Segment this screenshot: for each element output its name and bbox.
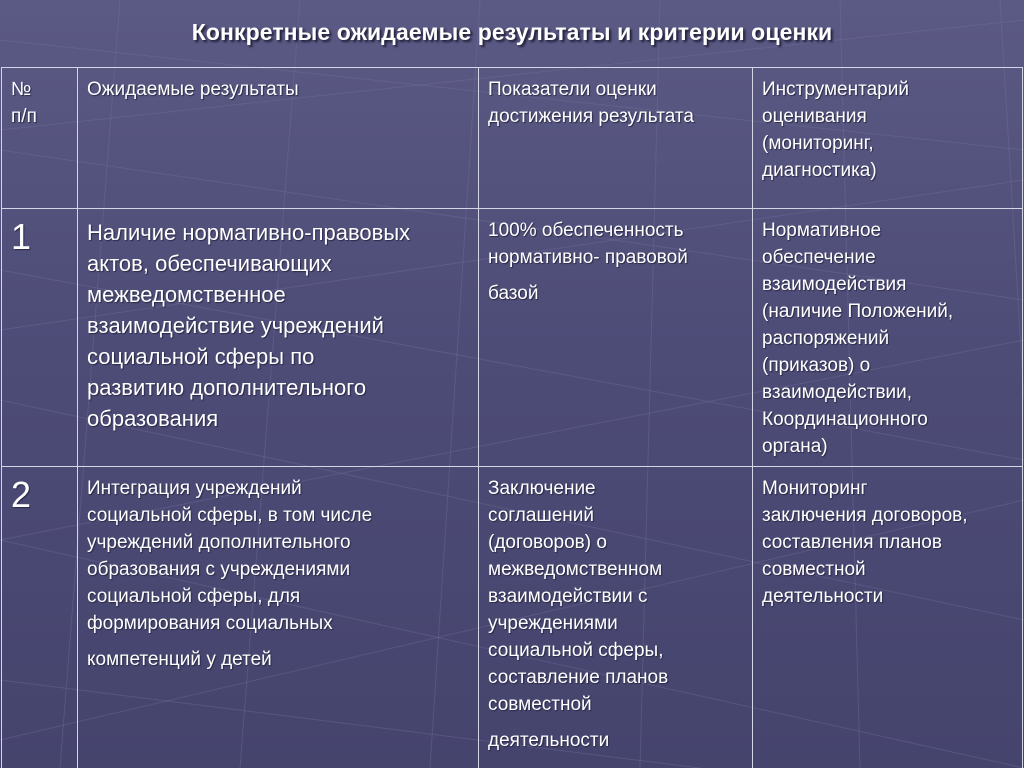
tools-line: заключения договоров, [762, 505, 968, 526]
tools-line: составления планов [762, 532, 942, 553]
header-cell-expected-results [78, 68, 479, 209]
expected-line: образования с учреждениями [87, 559, 351, 580]
indicator-line: нормативно- правовой [488, 247, 688, 268]
expected-line: социальной сферы, для [87, 586, 301, 607]
indicator-line: социальной сферы, [488, 640, 664, 661]
tools-line: взаимодействии, [762, 382, 913, 403]
header-cell-tools [753, 68, 1023, 209]
expected-line: формирования социальных [87, 613, 333, 634]
table-row [2, 209, 1023, 467]
expected-line: взаимодействие учреждений [87, 313, 384, 338]
expected-line: Наличие нормативно-правовых [87, 220, 411, 245]
tools-line: Координационного [762, 409, 928, 430]
slide-title: Конкретные ожидаемые результаты и критерии оценки [191, 19, 833, 45]
header-indicators-line: Показатели оценки [488, 79, 657, 100]
header-number-line: п/п [11, 106, 37, 127]
tools-line: (наличие Положений, [762, 301, 954, 322]
tools-line: совместной [762, 559, 866, 580]
indicator-line: межведомственном [488, 559, 663, 580]
tools-line: деятельности [762, 586, 884, 607]
row-2-tools [753, 467, 1023, 768]
paragraph-gap [87, 637, 470, 646]
indicator-line: совместной [488, 694, 592, 715]
expected-line: учреждений дополнительного [87, 532, 351, 553]
header-expected-line: Ожидаемые результаты [87, 79, 299, 100]
header-tools-line: (мониторинг, [762, 133, 874, 154]
tools-line: Мониторинг [762, 478, 868, 499]
tools-line: (приказов) о [762, 355, 871, 376]
expected-line: межведомственное [87, 282, 286, 307]
header-cell-number [2, 68, 78, 209]
indicator-line: соглашений [488, 505, 594, 526]
indicator-line: взаимодействии с [488, 586, 648, 607]
table-row [2, 467, 1023, 768]
row-1-indicators [479, 209, 753, 467]
expected-line: развитию дополнительного [87, 375, 367, 400]
row-number: 2 [2, 467, 78, 768]
header-indicators-line: достижения результата [488, 106, 694, 127]
header-cell-indicators [479, 68, 753, 209]
paragraph-gap [488, 271, 744, 280]
header-tools-line: оценивания [762, 106, 867, 127]
expected-line: образования [87, 406, 219, 431]
expected-line: социальной сферы, в том числе [87, 505, 373, 526]
expected-line: компетенций у детей [87, 649, 272, 670]
indicator-line: деятельности [488, 730, 610, 751]
tools-line: органа) [762, 436, 828, 457]
expected-line: актов, обеспечивающих [87, 251, 332, 276]
indicator-line: 100% обеспеченность [488, 220, 684, 241]
results-table [1, 67, 1023, 768]
row-number: 1 [2, 209, 78, 467]
row-2-indicators [479, 467, 753, 768]
tools-line: Нормативное [762, 220, 882, 241]
row-1-expected-results [78, 209, 479, 467]
paragraph-gap [488, 718, 744, 727]
indicator-line: Заключение [488, 478, 596, 499]
header-tools-line: Инструментарий [762, 79, 909, 100]
tools-line: распоряжений [762, 328, 890, 349]
indicator-line: базой [488, 283, 539, 304]
header-tools-line: диагностика) [762, 160, 877, 181]
expected-line: социальной сферы по [87, 344, 315, 369]
row-1-tools [753, 209, 1023, 467]
tools-line: взаимодействия [762, 274, 907, 295]
row-2-expected-results [78, 467, 479, 768]
header-number-line: № [11, 79, 32, 100]
indicator-line: (договоров) о [488, 532, 607, 553]
table-header-row [2, 68, 1023, 209]
indicator-line: учреждениями [488, 613, 618, 634]
tools-line: обеспечение [762, 247, 876, 268]
expected-line: Интеграция учреждений [87, 478, 302, 499]
indicator-line: составление планов [488, 667, 669, 688]
